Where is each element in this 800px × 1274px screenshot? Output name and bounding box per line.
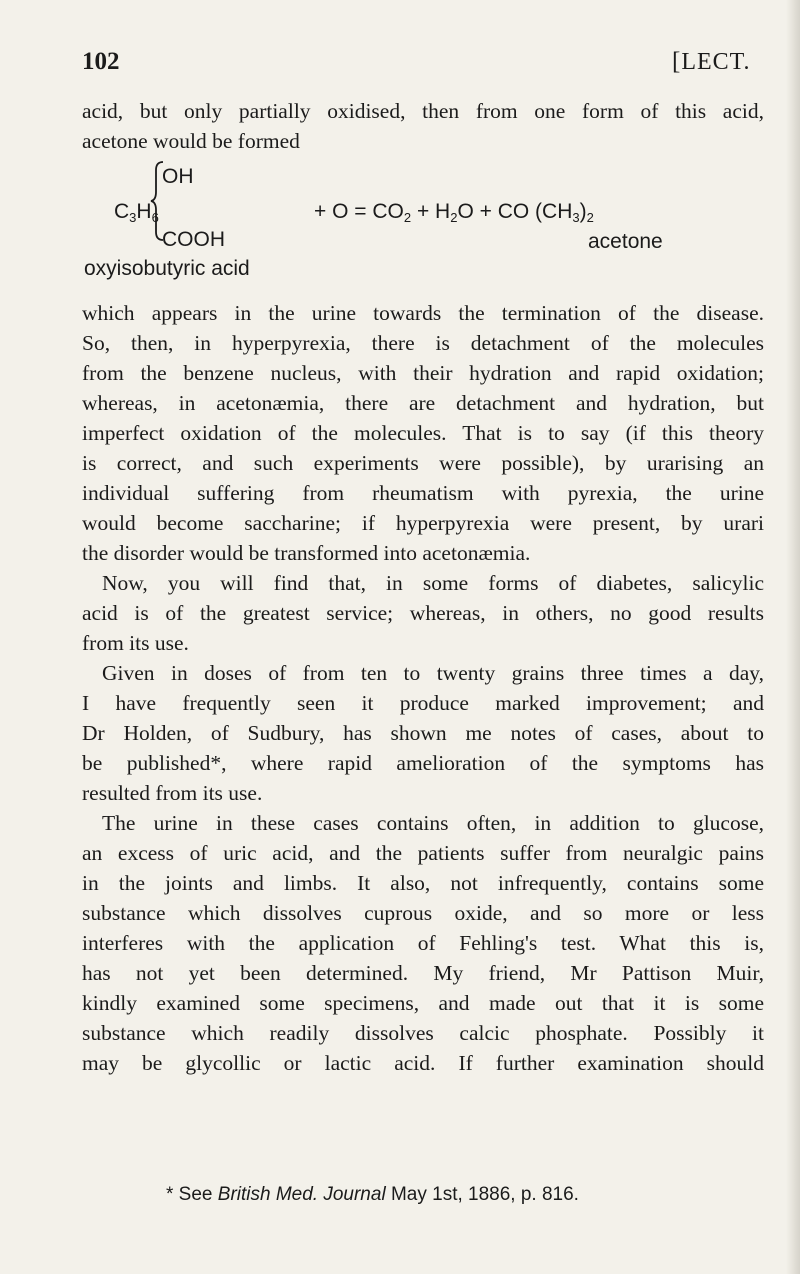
text-line: Given in doses of from ten to twenty grains three times a day, bbox=[102, 661, 764, 685]
footnote-journal: British Med. Journal bbox=[217, 1184, 386, 1205]
text-line: would become saccharine; if hyperpyrexia were present, by urari bbox=[82, 511, 764, 535]
text-line: whereas, in acetonæmia, there are detachment and hydration, but bbox=[82, 391, 764, 415]
text-line: substance which readily dissolves calcic phosphate. Possibly it bbox=[82, 1021, 764, 1045]
text-line: from its use. bbox=[82, 631, 189, 655]
text-line: is correct, and such experiments were possible), by urarising an bbox=[82, 451, 764, 475]
text-line: substance which dissolves cuprous oxide, and so more or less bbox=[82, 901, 764, 925]
text-line: an excess of uric acid, and the patients suffer from neuralgic pains bbox=[82, 841, 764, 865]
footnote: * See British Med. Journal May 1st, 1886, p. 816. bbox=[166, 1184, 579, 1205]
formula-group-oh: OH bbox=[162, 165, 194, 188]
running-head: [LECT. bbox=[672, 48, 751, 75]
formula-group-cooh: COOH bbox=[162, 228, 225, 251]
formula-equation: + $O = CO_2 + H_2O$ + CO $(CH_3)_2$ bbox=[314, 200, 594, 225]
page-number: 102 bbox=[82, 48, 120, 75]
text-line: the disorder would be transformed into acetonæmia. bbox=[82, 541, 531, 565]
chemical-equation bbox=[82, 160, 782, 285]
text-line: Now, you will find that, in some forms of diabetes, salicylic bbox=[102, 571, 764, 595]
text-line: in the joints and limbs. It also, not infrequently, contains some bbox=[82, 871, 764, 895]
text-line: imperfect oxidation of the molecules. That is to say (if this theory bbox=[82, 421, 764, 445]
page-edge-shadow bbox=[786, 0, 800, 1274]
page-header bbox=[82, 48, 760, 84]
text-line: may be glycollic or lactic acid. If further examination should bbox=[82, 1051, 764, 1075]
text-line: The urine in these cases contains often, in addition to glucose, bbox=[102, 811, 764, 835]
formula-reactant-label: oxyisobutyric acid bbox=[84, 257, 250, 280]
text-line: be published*, where rapid amelioration of the symptoms has bbox=[82, 751, 764, 775]
text-line: Dr Holden, of Sudbury, has shown me notes of cases, about to bbox=[82, 721, 764, 745]
text-line: So, then, in hyperpyrexia, there is detachment of the molecules bbox=[82, 331, 764, 355]
text-line: interferes with the application of Fehling's test. What this is, bbox=[82, 931, 764, 955]
text-line: acid, but only partially oxidised, then from one form of this acid, bbox=[82, 99, 764, 123]
text-line: I have frequently seen it produce marked improvement; and bbox=[82, 691, 764, 715]
text-line: acetone would be formed bbox=[82, 129, 300, 153]
text-line: resulted from its use. bbox=[82, 781, 263, 805]
text-line: acid is of the greatest service; whereas, in others, no good results bbox=[82, 601, 764, 625]
text-line: which appears in the urine towards the termination of the disease. bbox=[82, 301, 764, 325]
formula-base: $C_3H_6$ bbox=[114, 200, 159, 225]
formula-product-label: acetone bbox=[588, 230, 663, 253]
text-line: has not yet been determined. My friend, Mr Pattison Muir, bbox=[82, 961, 764, 985]
text-line: kindly examined some specimens, and made out that it is some bbox=[82, 991, 764, 1015]
text-line: individual suffering from rheumatism with pyrexia, the urine bbox=[82, 481, 764, 505]
text-line: from the benzene nucleus, with their hydration and rapid oxidation; bbox=[82, 361, 764, 385]
